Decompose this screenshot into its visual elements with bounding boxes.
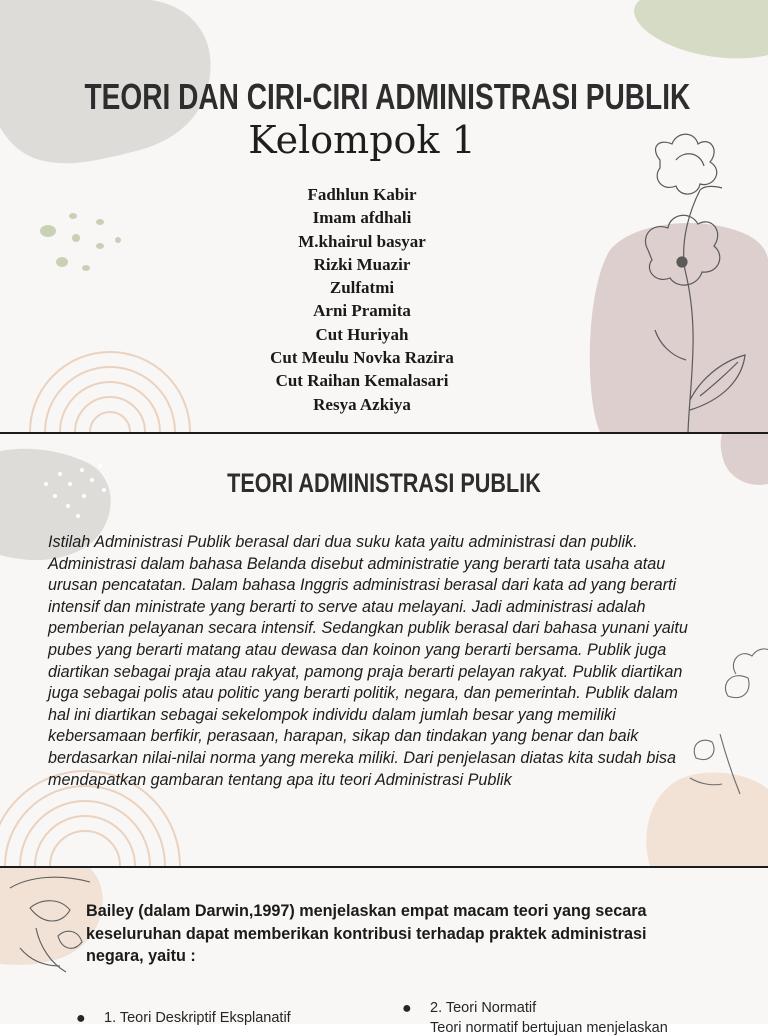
section-title: TEORI ADMINISTRASI PUBLIK <box>227 468 541 499</box>
sage-dots <box>40 213 121 271</box>
sage-blob-shape <box>634 0 768 58</box>
body-paragraph <box>48 532 738 791</box>
bullet-icon: ● <box>402 1000 412 1017</box>
member-name: Arni Pramita <box>313 301 411 321</box>
member-name: Cut Raihan Kemalasari <box>275 371 449 391</box>
bailey-theories-slide <box>0 868 768 1036</box>
theory-description: Teori normatif bertujuan menjelaskan <box>430 1020 668 1036</box>
member-name: Rizki Muazir <box>313 254 411 274</box>
body-line: pubes yang berarti matang atau dewasa dan koinon yang berarti bersama. Publik juga <box>48 640 667 659</box>
member-list <box>172 183 552 416</box>
member-name: Cut Huriyah <box>315 324 409 344</box>
body-line: juga sebagai polis atau politic yang berarti politik, negara, dan pemerintah. Publik dalam <box>48 684 678 703</box>
body-line: urusan pencatatan. Dalam bahasa Inggris administrasi berasal dari kata ad yang berarti <box>48 576 677 595</box>
bullet-icon: ● <box>76 1010 86 1027</box>
member-name: Fadhlun Kabir <box>307 185 417 204</box>
slide-title: TEORI DAN CIRI-CIRI ADMINISTRASI PUBLIK <box>84 76 691 118</box>
member-name: Resya Azkiya <box>313 394 411 414</box>
title-slide <box>0 0 768 432</box>
theory-label: 2. Teori Normatif <box>430 1000 537 1016</box>
body-line: berdasarkan nilai-nilai norma yang mereka miliki. Dari penjelasan diatas kita sudah bisa <box>48 748 677 767</box>
theory-item-descriptive <box>76 1010 291 1027</box>
body-line: Istilah Administrasi Publik berasal dari dua suku kata yaitu administrasi dan publik. <box>48 533 638 551</box>
theory-label: 1. Teori Deskriptif Eksplanatif <box>104 1010 291 1026</box>
intro-paragraph <box>86 900 684 968</box>
mauve-blob-shape <box>721 434 768 485</box>
group-subtitle: Kelompok 1 <box>248 118 476 162</box>
member-name: Imam afdhali <box>312 208 412 228</box>
member-name: Zulfatmi <box>329 278 395 298</box>
body-line: intensif dan ministrate yang berarti to serve atau melayani. Jadi administrasi adalah <box>48 597 646 616</box>
body-line: hal ini diartikan sebagai sekelompok individu dalam jumlah besar yang memiliki <box>48 705 616 724</box>
intro-line: keseluruhan dapat memberikan kontribusi terhadap praktek administrasi <box>86 924 647 943</box>
body-line: mendapatkan gambaran tentang apa itu teori Administrasi Publik <box>48 770 512 789</box>
intro-line: negara, yaitu : <box>86 947 196 965</box>
peach-arcs <box>30 352 190 432</box>
mauve-blob-shape <box>590 223 768 432</box>
body-line: Administrasi dalam bahasa Belanda disebut administratie yang berarti tata usaha atau <box>48 554 666 573</box>
body-line: kebersamaan berfikir, perasaan, harapan, sikap dan tindakan yang benar dan baik <box>48 727 639 746</box>
theory-slide <box>0 434 768 866</box>
member-name: Cut Meulu Novka Razira <box>270 348 454 368</box>
body-line: diartikan sebagai praja atau rakyat, pamong praja berarti pelayan rakyat. Publik diartikan <box>48 662 683 681</box>
theory-item-normative <box>402 1000 537 1017</box>
body-line: pemberian pelayanan secara intensif. Sedangkan publik berasal dari bahasa yunani yaitu <box>48 619 688 638</box>
intro-line: Bailey (dalam Darwin,1997) menjelaskan empat macam teori yang secara <box>86 902 647 920</box>
member-name: M.khairul basyar <box>298 231 426 251</box>
